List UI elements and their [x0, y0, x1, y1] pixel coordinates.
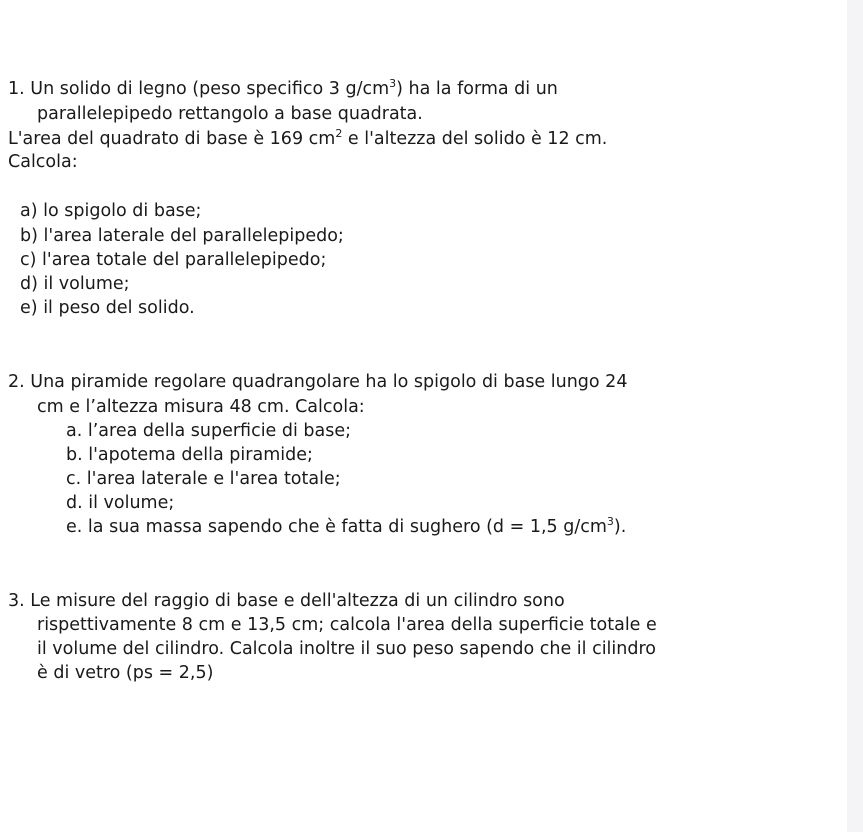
problem-1-number: 1.: [8, 79, 25, 99]
problem-2-item-b: b. l'apotema della piramide;: [66, 445, 313, 465]
problem-2-item-e: e. la sua massa sapendo che è fatta di sughero (d = 1,5 $g/cm^3$).: [66, 515, 627, 537]
problem-2-line-2: cm e l’altezza misura 48 cm. Calcola:: [37, 397, 365, 417]
problem-2-line-1: 2. Una piramide regolare quadrangolare ha lo spigolo di base lungo 24: [8, 372, 628, 392]
problem-1-item-c: c) l'area totale del parallelepipedo;: [20, 250, 327, 270]
problem-2-number: 2.: [8, 372, 25, 392]
problem-3-line-2: rispettivamente 8 cm e 13,5 cm; calcola l'area della superficie totale e: [37, 615, 657, 635]
problem-1-line-3: L'area del quadrato di base è 169 $cm^2$ e l'altezza del solido è 12 cm.: [8, 127, 608, 149]
problem-1-item-d: d) il volume;: [20, 274, 130, 294]
problem-1-item-e: e) il peso del solido.: [20, 298, 195, 318]
problem-1-item-b: b) l'area laterale del parallelepipedo;: [20, 226, 344, 246]
problem-1-calcola: Calcola:: [8, 152, 78, 172]
problem-2-item-c: c. l'area laterale e l'area totale;: [66, 469, 341, 489]
problem-1-line-1: 1. Un solido di legno (peso specifico 3 $g/cm^3$) ha la forma di un: [8, 77, 558, 99]
problem-3-line-3: il volume del cilindro. Calcola inoltre il suo peso sapendo che il cilindro: [37, 639, 656, 659]
problem-1-line-2: parallelepipedo rettangolo a base quadrata.: [37, 104, 423, 124]
page-edge-strip: [847, 0, 863, 832]
problem-3-line-4: è di vetro (ps = 2,5): [37, 663, 214, 683]
problem-3-number: 3.: [8, 591, 25, 611]
problem-1-item-a: a) lo spigolo di base;: [20, 201, 202, 221]
problem-2-item-a: a. l’area della superficie di base;: [66, 421, 352, 441]
problem-3-line-1: 3. Le misure del raggio di base e dell'altezza di un cilindro sono: [8, 591, 565, 611]
problem-2-item-d: d. il volume;: [66, 493, 175, 513]
